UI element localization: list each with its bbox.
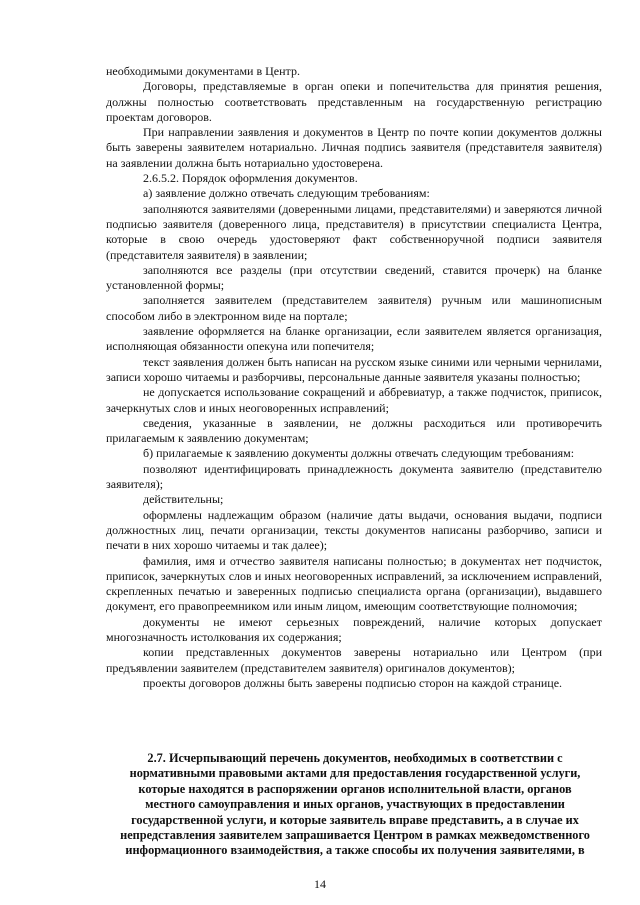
paragraph: б) прилагаемые к заявлению документы должны отвечать следующим требованиям: (143, 446, 575, 461)
section-heading: 2.7. Исчерпывающий перечень документов, необходимых в соответствии с нормативными правовыми актами для предоставления государственной услуги, которые находятся в распоряжении органов исполнительной власти, органов местного самоуправления и иных органов, участвующих в предоставлении государственной услуги, и которые заявитель вправе представить, а в случае их непредставления заявителем запрашивается Центром в рамках межведомственного информационного взаимодействия, а также способы их получения заявителями, в (120, 751, 590, 858)
paragraph: копии представленных документов заверены нотариально или Центром (при предъявлении заявителем (представителем заявителя) оригиналов документов); (106, 645, 602, 675)
body-text (106, 64, 602, 691)
paragraph: сведения, указанные в заявлении, не должны расходиться или противоречить прилагаемым к заявлению документам; (106, 415, 602, 446)
paragraph: проекты договоров должны быть заверены подписью сторон на каждой странице. (143, 675, 563, 690)
paragraph: не допускается использование сокращений и аббревиатур, а также подчисток, приписок, зачеркнутых слов и иных неоговоренных исправлений; (106, 385, 602, 415)
paragraph: заполняется заявителем (представителем заявителя) ручным или машинописным способом либо в электронном виде на портале; (106, 293, 602, 323)
paragraph: заявление оформляется на бланке организации, если заявителем является организация, исполняющая обязанности опекуна или попечителя; (106, 324, 602, 354)
paragraph: заполняются все разделы (при отсутствии сведений, ставится прочерк) на бланке установленной формы; (106, 262, 602, 293)
paragraph: позволяют идентифицировать принадлежность документа заявителю (представителю заявителя); (106, 461, 602, 492)
paragraph: документы не имеют серьезных повреждений, наличие которых допускает многозначность истолкования их содержания; (106, 614, 602, 644)
paragraph: При направлении заявления и документов в Центр по почте копии документов должны быть заверены заявителем нотариально. Личная подпись заявителя (представителя заявителя) на заявлении должна быть нотариально удостоверена. (106, 125, 602, 170)
paragraph: фамилия, имя и отчество заявителя написаны полностью; в документах нет подчисток, приписок, зачеркнутых слов и иных неоговоренных исправлений, за исключением исправлений, скрепленных печатью и заверенных подписью специалиста органа (организации), выдавшего документ, его правопреемником или иным лицом, имеющим соответствующие полномочия; (106, 553, 602, 614)
paragraph: текст заявления должен быть написан на русском языке синими или черными чернилами, записи хорошо читаемы и разборчивы, персональные данные заявителя указаны полностью; (106, 354, 602, 384)
paragraph: необходимыми документами в Центр. (106, 64, 300, 78)
paragraph: Договоры, представляемые в орган опеки и попечительства для принятия решения, должны полностью соответствовать представленным на государственную регистрацию проектам договоров. (106, 79, 602, 124)
paragraph: 2.6.5.2. Порядок оформления документов. (143, 171, 358, 186)
page-number: 14 (314, 877, 326, 891)
paragraph: заполняются заявителями (доверенными лицами, представителями) и заверяются личной подписью заявителя (доверенного лица, представителя) в присутствии специалиста Центра, которые в свою очередь удостоверяют факт собственноручной подписи заявителя (представителя заявителя) в заявлении; (106, 201, 602, 262)
paragraph: действительны; (143, 492, 224, 507)
paragraph: а) заявление должно отвечать следующим требованиям: (143, 186, 430, 201)
paragraph: оформлены надлежащим образом (наличие даты выдачи, основания выдачи, подписи должностных лиц, печати организации, тексты документов написаны разборчиво, записи и печати в них хорошо читаемы и так далее); (106, 507, 602, 553)
